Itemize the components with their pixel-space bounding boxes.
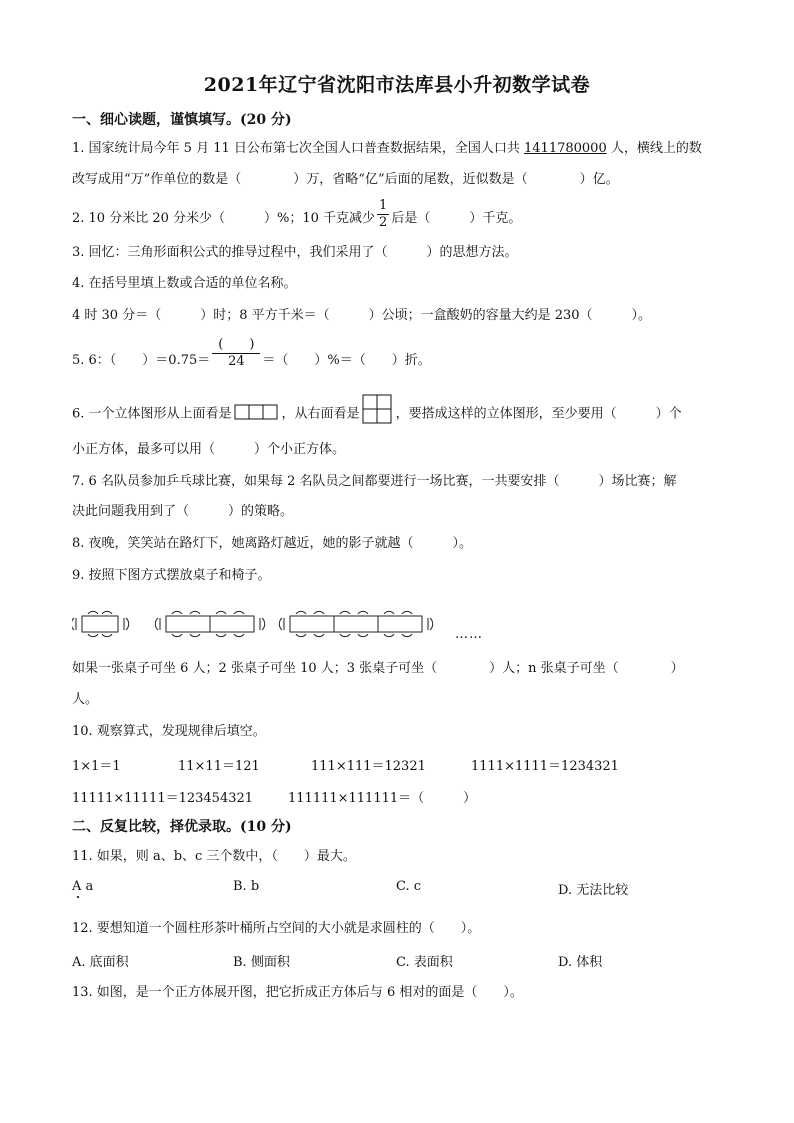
q1-text-a: 1. 国家统计局今年 5 月 11 日公布第七次全国人口普查数据结果，全国人口共 bbox=[72, 141, 525, 156]
section-1-heading: 一、细心读题，谨慎填写。(20 分) bbox=[72, 112, 292, 128]
q6-line1 bbox=[72, 404, 724, 425]
stray-dot bbox=[77, 896, 79, 898]
q11-option-c: C. c bbox=[396, 879, 422, 894]
tables-and-chairs-figure bbox=[72, 600, 512, 650]
q5-fraction bbox=[212, 337, 260, 370]
q5-line bbox=[72, 337, 724, 371]
q3-line: 3. 回忆：三角形面积公式的推导过程中，我们采用了（ ）的思想方法。 bbox=[72, 245, 518, 260]
page-title: 2021年辽宁省沈阳市法库县小升初数学试卷 bbox=[203, 74, 591, 96]
q2-line bbox=[72, 198, 724, 231]
q12-option-c: C. 表面积 bbox=[396, 955, 453, 970]
q11-option-b: B. b bbox=[233, 879, 260, 894]
q10-expr-3: 111×111＝12321 bbox=[311, 759, 426, 774]
section-2-heading: 二、反复比较，择优录取。(10 分) bbox=[72, 819, 292, 835]
q11-option-d: D. 无法比较 bbox=[558, 883, 629, 898]
q9-line1: 9. 按照下图方式摆放桌子和椅子。 bbox=[72, 568, 271, 583]
one-table-arrangement bbox=[72, 611, 129, 636]
q11-stem: 11. 如果，则 a、b、c 三个数中，（ ）最大。 bbox=[72, 849, 356, 864]
q2-frac-denominator: 2 bbox=[379, 215, 388, 230]
q9-line3: 人。 bbox=[72, 692, 99, 707]
q9-line2: 如果一张桌子可坐 6 人；2 张桌子可坐 10 人；3 张桌子可坐（ ）人；n 张桌子可坐（ ） bbox=[72, 661, 684, 676]
q10-expr-1: 1×1＝1 bbox=[72, 759, 121, 774]
q5-text-b: ＝（ ）%＝（ ）折。 bbox=[262, 353, 431, 368]
q6-line2: 小正方体，最多可以用（ ）个小正方体。 bbox=[72, 442, 346, 457]
q12-stem: 12. 要想知道一个圆柱形茶叶桶所占空间的大小就是求圆柱的（ ）。 bbox=[72, 921, 481, 936]
two-tables-arrangement bbox=[155, 611, 264, 636]
q12-option-a: A. 底面积 bbox=[72, 955, 129, 970]
q10-line1: 10. 观察算式，发现规律后填空。 bbox=[72, 724, 266, 739]
q1-text-b: 人，横线上的数 bbox=[606, 141, 702, 156]
q10-expr-6: 111111×111111＝（ ） bbox=[288, 791, 477, 806]
q1-line2: 改写成用“万”作单位的数是（ ）万，省略“亿”后面的尾数，近似数是（ ）亿。 bbox=[72, 172, 619, 187]
q6-text-b: ，从右面看是 bbox=[281, 406, 360, 422]
q11-option-a: A a bbox=[72, 879, 94, 894]
q7-line2: 决此问题我用到了（ ）的策略。 bbox=[72, 504, 294, 519]
q5-frac-denominator: 24 bbox=[228, 354, 245, 369]
q2-frac-numerator: 1 bbox=[379, 198, 388, 213]
q8-line: 8. 夜晚，笑笑站在路灯下，她离路灯越近，她的影子就越（ ）。 bbox=[72, 536, 473, 551]
top-view-squares-icon bbox=[234, 404, 280, 424]
q1-line1 bbox=[72, 139, 724, 159]
q10-expr-5: 11111×11111＝123454321 bbox=[72, 791, 254, 806]
q2-text-a: 2. 10 分米比 20 分米少（ ）%；10 千克减少 bbox=[72, 211, 376, 226]
q4-line1: 4. 在括号里填上数或合适的单位名称。 bbox=[72, 276, 297, 291]
q10-expr-4: 1111×1111＝1234321 bbox=[471, 759, 619, 774]
q1-population-number: 1411780000 bbox=[524, 141, 607, 156]
q6-text-a: 6. 一个立体图形从上面看是 bbox=[72, 406, 232, 422]
q5-frac-numerator: ( ) bbox=[212, 337, 260, 354]
q12-option-d: D. 体积 bbox=[558, 955, 603, 970]
continuation-dots: …… bbox=[455, 627, 483, 642]
q2-text-b: 后是（ ）千克。 bbox=[391, 211, 522, 226]
q4-line2: 4 时 30 分＝（ ）时；8 平方千米＝（ ）公顷；一盒酸奶的容量大约是 230（ ）。 bbox=[72, 308, 652, 323]
q13-stem: 13. 如图，是一个正方体展开图，把它折成正方体后与 6 相对的面是（ ）。 bbox=[72, 985, 523, 1000]
right-view-squares-icon bbox=[362, 394, 394, 424]
q7-line1: 7. 6 名队员参加乒乓球比赛，如果每 2 名队员之间都要进行一场比赛，一共要安排（ ）场比赛；解 bbox=[72, 474, 677, 489]
q6-text-c: ，要搭成这样的立体图形，至少要用（ ）个 bbox=[395, 406, 682, 422]
q2-fraction bbox=[377, 198, 389, 231]
q10-expr-2: 11×11＝121 bbox=[178, 759, 260, 774]
q12-option-b: B. 侧面积 bbox=[233, 955, 290, 970]
three-tables-arrangement bbox=[279, 611, 432, 636]
q5-text-a: 5. 6：（ ）＝0.75＝ bbox=[72, 353, 211, 368]
